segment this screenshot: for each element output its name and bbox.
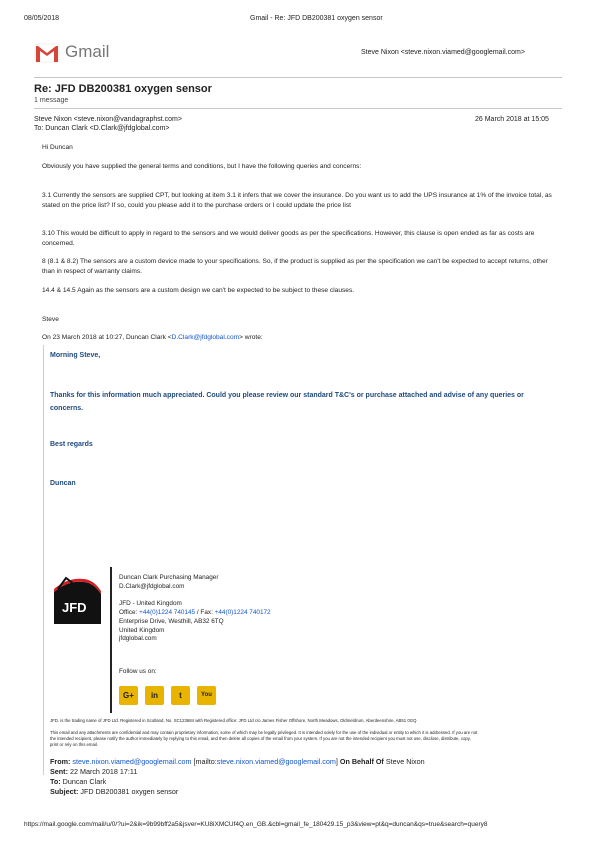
signature-role: Duncan Clark Purchasing Manager [119, 574, 219, 581]
forwarded-sent [50, 767, 137, 777]
legal-line-3: the intended recipient, please notify the author immediately by replying to this email, and then delete all copies of the email from your system. If you are not the intended recipient you must not use, disclose, distribute, copy, [50, 736, 471, 741]
forwarded-subject [50, 787, 178, 797]
signature-phones [119, 609, 271, 618]
subject-value: JFD DB200381 oxygen sensor [78, 787, 179, 796]
to-value: Duncan Clark [60, 777, 107, 786]
quoted-body: Thanks for this information much appreciated. Could you please review our standard T&C's or purchase attached and advise of any queries or concerns. [50, 392, 524, 412]
linkedin-icon[interactable]: in [145, 686, 164, 705]
signature-email[interactable]: D.Clark@jfdglobal.com [119, 583, 185, 590]
greeting: Hi Duncan [42, 144, 73, 151]
thread-subject: Re: JFD DB200381 oxygen sensor [34, 83, 212, 95]
follow-us-label: Follow us on: [119, 668, 157, 675]
from-email-link[interactable]: steve.nixon.viamed@googlemail.com [72, 757, 192, 766]
forwarded-to [50, 777, 106, 787]
paragraph-3-1: 3.1 Currently the sensors are supplied CPT, but looking at item 3.1 it infers that we cover the insurance. Do you want us to add the UPS insurance at 1% of the invoice total, as stated on the price list? If so, could you please add it to the purchase orders or I could update the price list [42, 192, 552, 209]
quote-author-link[interactable]: D.Clark@jfdglobal.com [171, 334, 240, 341]
office-phone-link[interactable]: +44(0)1224 740145 [139, 609, 196, 616]
legal-line-1: JFD. is the trading name of JFD Ltd. Registered in Scotland, No. SC123684 with Registered office: JFD Ltd c/o James Fisher Offshore, North Meadows, Oldmeldrum, Aberdeenshire, AB51 0GQ [50, 718, 417, 723]
header-divider [34, 77, 562, 78]
fax-phone-link[interactable]: +44(0)1224 740172 [214, 609, 271, 616]
paragraph-3-10: 3.10 This would be difficult to apply in regard to the sensors and we would deliver goods as per the specifications. However, this clause is open ended as far as costs are concerned. [42, 230, 535, 247]
jfd-logo [54, 572, 102, 624]
quoted-regards: Best regards [50, 441, 93, 448]
subject-label: Subject: [50, 787, 79, 796]
legal-line-4: print or rely on this email. [50, 742, 99, 747]
legal-line-2: This email and any attachments are confidential and may contain proprietary information, some of which may be legally privileged. It is intended solely for the use of the individual or entity to which it is addressed. If you are not [50, 730, 478, 735]
message-date: 26 March 2018 at 15:05 [475, 116, 549, 123]
behalf-name: Steve Nixon [385, 757, 425, 766]
quoted-greeting: Morning Steve, [50, 352, 101, 359]
message-from: Steve Nixon <steve.nixon@vandagraphst.com> [34, 116, 182, 123]
signoff: Steve [42, 316, 59, 323]
print-footer-url: https://mail.google.com/mail/u/0/?ui=2&ik=9b99bff2a5&jsver=KU8iXMCUf4Q.en_GB.&cbl=gmail_fe_180429.15_p3&view=pt&q=duncan&qs=true&search=query8 [24, 821, 488, 828]
message-count: 1 message [34, 97, 69, 104]
signature-divider [110, 567, 112, 713]
google-plus-icon[interactable]: G+ [119, 686, 138, 705]
quote-intro [42, 333, 552, 343]
paragraph-8: 8 (8.1 & 8.2) The sensors are a custom device made to your specifications. So, if the product is supplied as per the specification we can't be expected to accept returns, other than in respect of warranty claims. [42, 258, 548, 275]
quoted-name: Duncan [50, 480, 76, 487]
jfd-logo-mark-icon [54, 572, 102, 624]
gmail-wordmark: Gmail [65, 42, 110, 61]
intro-paragraph: Obviously you have supplied the general terms and conditions, but I have the following queries and concerns: [42, 163, 362, 170]
office-label: Office: [119, 609, 140, 616]
mailto-post: ] [335, 757, 338, 766]
forwarded-from [50, 757, 425, 767]
thread-divider [34, 108, 562, 109]
to-label: To: [50, 777, 61, 786]
signature-address-2: United Kingdom [119, 627, 165, 634]
sent-label: Sent: [50, 767, 68, 776]
fax-label: / Fax: [195, 609, 215, 616]
mailto-email-link[interactable]: steve.nixon.viamed@googlemail.com [216, 757, 336, 766]
from-label: From: [50, 757, 71, 766]
twitter-icon[interactable]: t [171, 686, 190, 705]
behalf-label: On Behalf Of [337, 757, 386, 766]
quote-intro-pre: On 23 March 2018 at 10:27, Duncan Clark < [42, 334, 172, 341]
paragraph-14: 14.4 & 14.5 Again as the sensors are a custom design we can't be expected to be subject to these clauses. [42, 287, 355, 294]
jfd-logo-text: JFD [62, 600, 87, 615]
quote-intro-post: > wrote: [239, 334, 263, 341]
signature-company: JFD - United Kingdom [119, 600, 182, 607]
youtube-icon[interactable]: You [197, 686, 216, 705]
mailto-pre: [mailto: [191, 757, 217, 766]
account-email: Steve Nixon <steve.nixon.viamed@googlemail.com> [361, 49, 525, 56]
gmail-m-icon [34, 43, 60, 63]
sent-value: 22 March 2018 17:11 [67, 767, 138, 776]
signature-website[interactable]: jfdglobal.com [119, 635, 157, 642]
print-date: 08/05/2018 [24, 15, 60, 22]
print-title: Gmail - Re: JFD DB200381 oxygen sensor [250, 15, 383, 22]
signature-address-1: Enterprise Drive, Westhill, AB32 6TQ [119, 618, 224, 625]
message-to: To: Duncan Clark <D.Clark@jfdglobal.com> [34, 125, 170, 132]
quote-bar [43, 345, 44, 775]
